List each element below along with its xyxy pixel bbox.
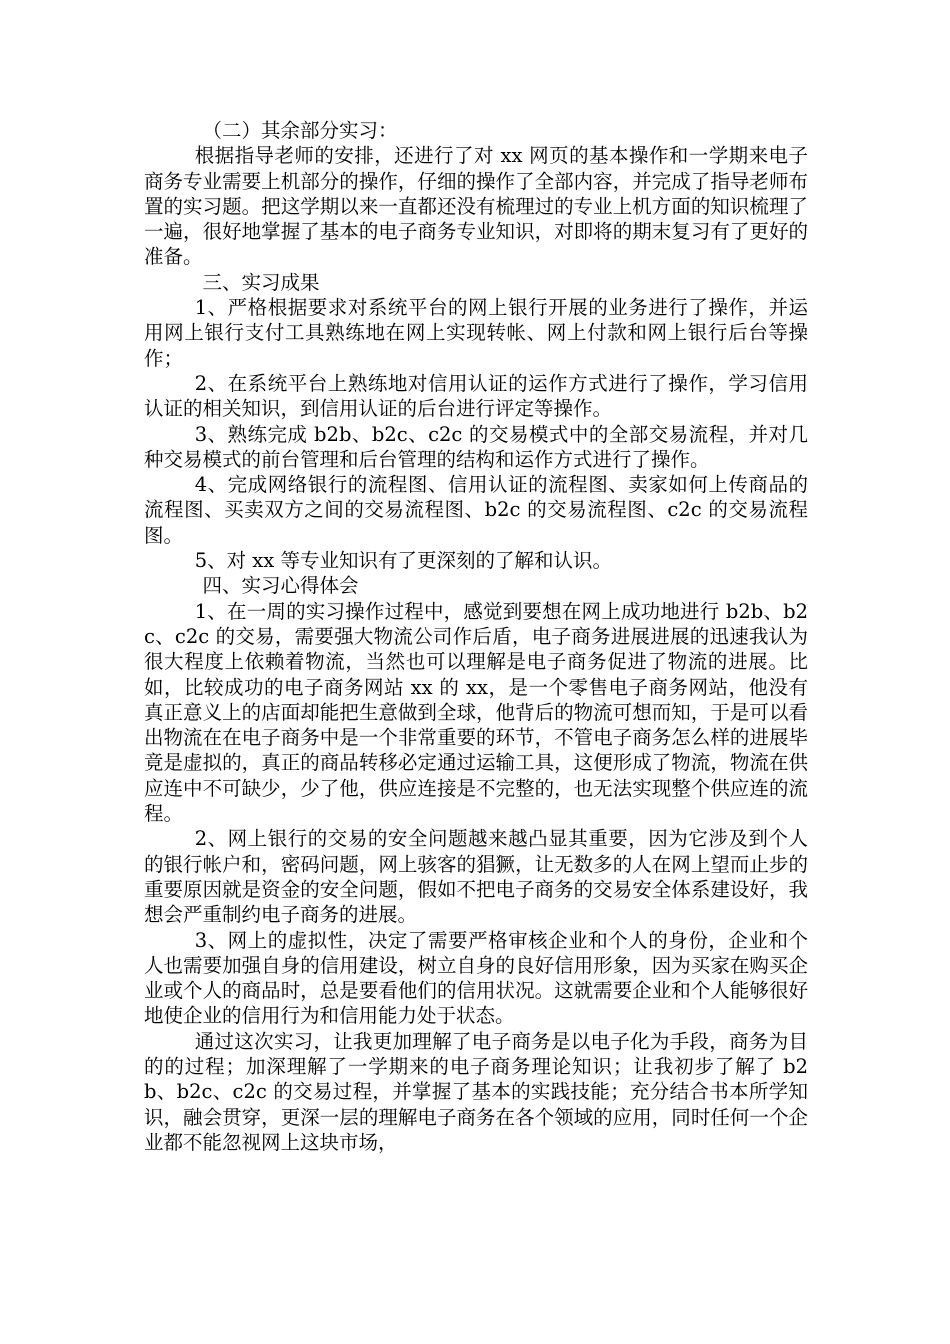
paragraph-result-2: 2、在系统平台上熟练地对信用认证的运作方式进行了操作，学习信用认证的相关知识，到信用认证的后台进行评定等操作。 [144, 371, 808, 421]
section-heading-reflections: 四、实习心得体会 [202, 574, 359, 598]
paragraph-result-1: 1、严格根据要求对系统平台的网上银行开展的业务进行了操作，并运用网上银行支付工具熟练地在网上实现转帐、网上付款和网上银行后台等操作； [144, 296, 808, 370]
section-heading-results: 三、实习成果 [202, 270, 320, 294]
paragraph-other-practice: 根据指导老师的安排，还进行了对 xx 网页的基本操作和一学期来电子商务专业需要上机部分的操作，仔细的操作了全部内容，并完成了指导老师布置的实习题。把这学期以来一直都还没有梳理过的专业上机方面的知识梳理了一遍，很好地掌握了基本的电子商务专业知识，对即将的期末复习有了更好的准备。 [144, 144, 808, 269]
section-heading-other-practice: （二）其余部分实习： [202, 119, 398, 142]
paragraph-result-4: 4、完成网络银行的流程图、信用认证的流程图、卖家如何上传商品的流程图、买卖双方之间的交易流程图、b2c 的交易流程图、c2c 的交易流程图。 [144, 473, 808, 547]
document-body [144, 118, 808, 1155]
paragraph-reflection-2: 2、网上银行的交易的安全问题越来越凸显其重要，因为它涉及到个人的银行帐户和，密码问题，网上骇客的猖獗，让无数多的人在网上望而止步的重要原因就是资金的安全问题，假如不把电子商务的交易安全体系建设好，我想会严重制约电子商务的进展。 [144, 827, 808, 927]
paragraph-conclusion: 通过这次实习，让我更加理解了电子商务是以电子化为手段，商务为目的的过程；加深理解了一学期来的电子商务理论知识；让我初步了解了 b2b、b2c、c2c 的交易过程，并掌握了基本的实践技能；充分结合书本所学知识，融会贯穿，更深一层的理解电子商务在各个领域的应用，同时任何一个企业都不能忽视网上这块市场， [144, 1029, 808, 1154]
paragraph-result-5: 5、对 xx 等专业知识有了更深刻的了解和认识。 [194, 549, 612, 573]
paragraph-result-3: 3、熟练完成 b2b、b2c、c2c 的交易模式中的全部交易流程，并对几种交易模式的前台管理和后台管理的结构和运作方式进行了操作。 [144, 422, 808, 471]
paragraph-reflection-1: 1、在一周的实习操作过程中，感觉到要想在网上成功地进行 b2b、b2c、c2c 的交易，需要强大物流公司作后盾，电子商务进展进展的迅速我认为很大程度上依赖着物流，当然也可以理解是电子商务促进了物流的进展。比如，比较成功的电子商务网站 xx 的 xx，是一个零售电子商务网站，他没有真正意义上的店面却能把生意做到全球，他背后的物流可想而知，于是可以看出物流在在电子商务中是一个非常重要的环节，不管电子商务怎么样的进展毕竟是虚拟的，真正的商品转移必定通过运输工具，这便形成了物流，物流在供应连中不可缺少，少了他，供应连接是不完整的，也无法实现整个供应连的流程。 [144, 599, 808, 826]
paragraph-reflection-3: 3、网上的虚拟性，决定了需要严格审核企业和个人的身份，企业和个人也需要加强自身的信用建设，树立自身的良好信用形象，因为买家在购买企业或个人的商品时，总是要看他们的信用状况。这就需要企业和个人能够很好地使企业的信用行为和信用能力处于状态。 [144, 928, 808, 1028]
